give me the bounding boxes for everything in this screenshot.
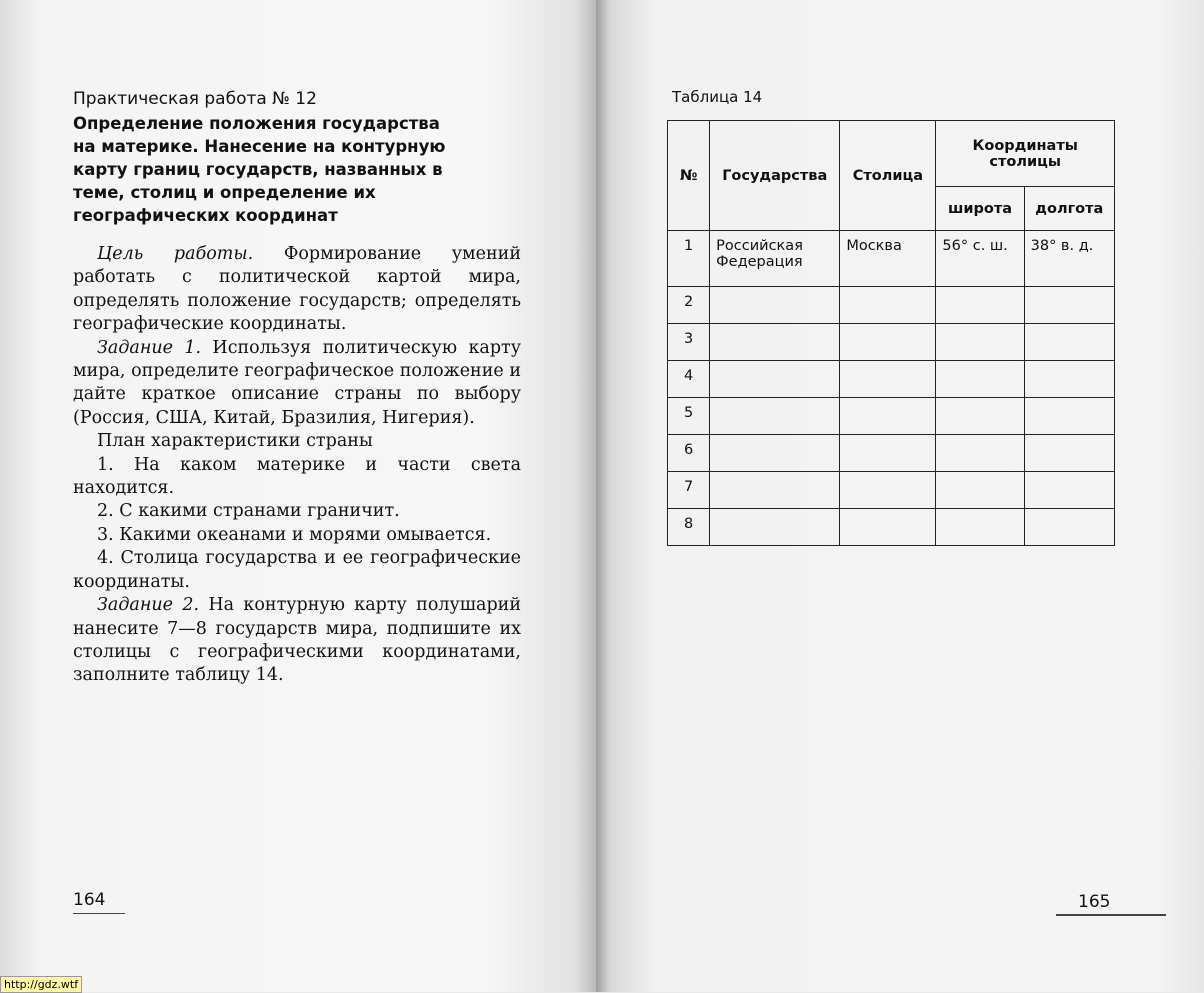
work-title-line: географических координат — [73, 206, 338, 225]
cell-lat — [936, 324, 1024, 361]
table-row — [668, 398, 1115, 435]
cell-capital — [840, 509, 936, 546]
cell-lat — [936, 472, 1024, 509]
task1-paragraph — [73, 337, 521, 431]
table-row — [668, 361, 1115, 398]
table-row — [668, 472, 1115, 509]
table-row — [668, 435, 1115, 472]
cell-capital: Москва — [840, 231, 936, 287]
cell-num: 2 — [668, 287, 710, 324]
cell-lon: 38° в. д. — [1024, 231, 1114, 287]
cell-lon — [1024, 472, 1114, 509]
table-row — [668, 231, 1115, 287]
work-title — [73, 112, 523, 227]
col-header-capital: Столица — [840, 121, 936, 231]
task1-text: Используя политическую карту мира, определите географическое положение и дайте краткое описание страны по выбору (Россия, США, Китай, Бразилия, Нигерия). — [73, 337, 521, 428]
cell-lat — [936, 435, 1024, 472]
work-title-line: теме, столиц и определение их — [73, 183, 376, 202]
cell-num: 7 — [668, 472, 710, 509]
plan-title: План характеристики страны — [97, 431, 373, 452]
work-title-line: на материке. Нанесение на контурную — [73, 137, 446, 156]
task1-label: Задание 1. — [97, 337, 202, 358]
cell-num: 1 — [668, 231, 710, 287]
left-page — [0, 0, 596, 992]
col-header-lon: долгота — [1024, 187, 1114, 231]
cell-state — [710, 287, 840, 324]
coordinates-table — [667, 120, 1115, 546]
cell-state: Российская Федерация — [710, 231, 840, 287]
goal-paragraph — [73, 243, 521, 337]
task2-text: На контурную карту полушарий нанесите 7—8 государств мира, подпишите их столицы с географическими координатами, заполните таблицу 14. — [73, 595, 522, 686]
table-caption: Таблица 14 — [672, 88, 763, 106]
cell-capital — [840, 472, 936, 509]
col-header-coords: Координаты столицы — [936, 121, 1115, 187]
cell-lon — [1024, 398, 1114, 435]
page-rule-left — [73, 913, 125, 914]
cell-num: 6 — [668, 435, 710, 472]
cell-num: 8 — [668, 509, 710, 546]
col-header-state: Государства — [710, 121, 840, 231]
cell-state — [710, 398, 840, 435]
page-number-right: 165 — [1078, 892, 1111, 912]
page-rule-right — [1056, 914, 1166, 916]
cell-lat: 56° с. ш. — [936, 231, 1024, 287]
cell-num: 5 — [668, 398, 710, 435]
table-row — [668, 287, 1115, 324]
plan-item: 2. С какими странами граничит. — [97, 501, 400, 522]
cell-capital — [840, 287, 936, 324]
cell-capital — [840, 435, 936, 472]
cell-lon — [1024, 361, 1114, 398]
cell-lon — [1024, 287, 1114, 324]
task2-label: Задание 2. — [97, 595, 200, 616]
cell-lon — [1024, 435, 1114, 472]
page-number-left: 164 — [73, 890, 106, 910]
goal-label: Цель работы. — [97, 244, 254, 264]
cell-lon — [1024, 509, 1114, 546]
cell-state — [710, 361, 840, 398]
cell-lon — [1024, 324, 1114, 361]
plan-item: 4. Столица государства и ее географические координаты. — [73, 548, 521, 592]
cell-lat — [936, 361, 1024, 398]
cell-state — [710, 324, 840, 361]
work-header — [73, 88, 523, 227]
work-body — [73, 243, 521, 688]
cell-num: 3 — [668, 324, 710, 361]
plan-item: 1. На каком материке и части света находится. — [73, 454, 521, 499]
cell-lat — [936, 287, 1024, 324]
table-row — [668, 509, 1115, 546]
cell-capital — [840, 324, 936, 361]
col-header-num: № — [668, 121, 710, 231]
cell-num: 4 — [668, 361, 710, 398]
cell-state — [710, 435, 840, 472]
plan-item: 3. Какими океанами и морями омывается. — [97, 524, 492, 545]
task2-paragraph — [73, 594, 521, 688]
work-title-line: Определение положения государства — [73, 114, 440, 133]
goal-text: Формирование умений работать с политической картой мира, определять положение государств; определять географические координаты. — [73, 244, 521, 335]
cell-capital — [840, 361, 936, 398]
table-row — [668, 324, 1115, 361]
col-header-lat: широта — [936, 187, 1024, 231]
cell-lat — [936, 509, 1024, 546]
table-header-row — [668, 121, 1115, 187]
cell-state — [710, 472, 840, 509]
watermark-link[interactable]: http://gdz.wtf — [0, 976, 82, 993]
cell-state — [710, 509, 840, 546]
cell-capital — [840, 398, 936, 435]
cell-lat — [936, 398, 1024, 435]
work-title-line: карту границ государств, названных в — [73, 160, 443, 179]
work-label: Практическая работа № 12 — [73, 89, 317, 109]
